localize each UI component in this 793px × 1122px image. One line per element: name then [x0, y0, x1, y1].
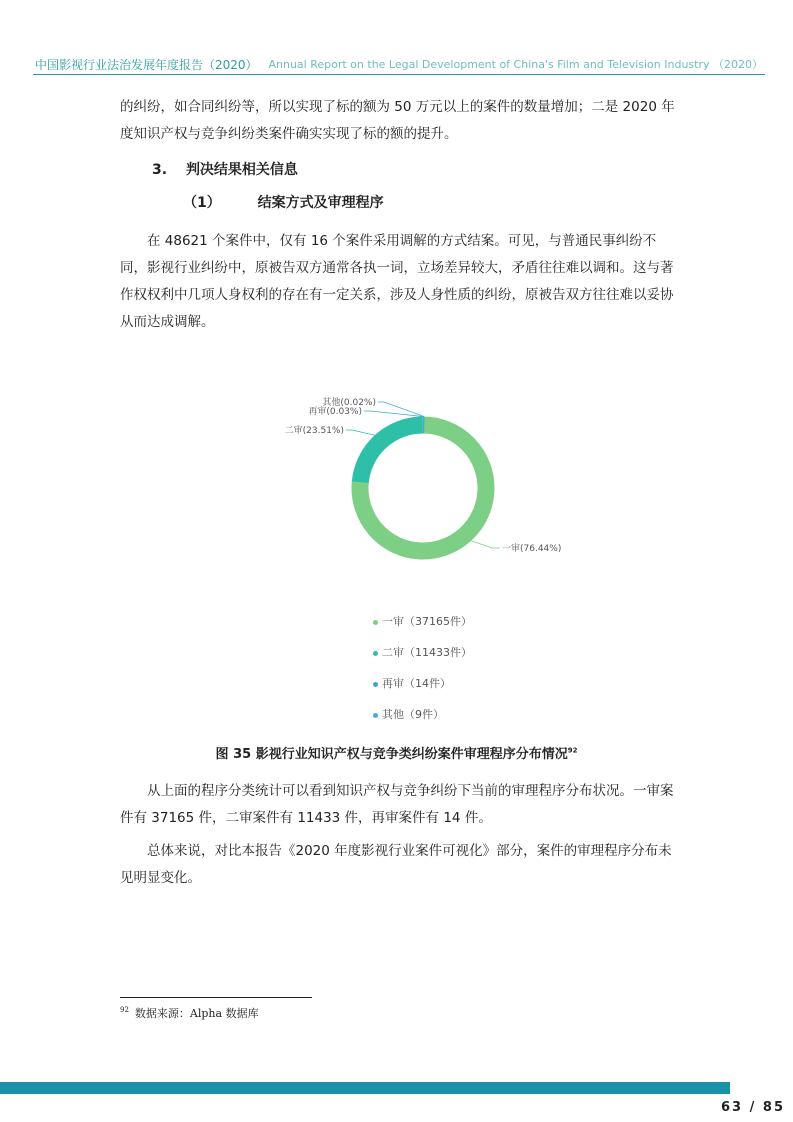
leader-line	[364, 411, 423, 417]
legend-dot	[373, 620, 378, 625]
figure-caption	[0, 743, 793, 762]
footnote-text: 数据来源：Alpha 数据库	[134, 1007, 259, 1020]
paragraph-1: 的纠纷，如合同纠纷等，所以实现了标的额为 50 万元以上的案件的数量增加；二是 2020 年度知识产权与竞争纠纷类案件确实实现了标的额的提升。	[120, 99, 675, 142]
legend-label: 再审（14件）	[382, 677, 451, 690]
legend-item-second-instance[interactable]	[373, 641, 472, 672]
header-title-cn: 中国影视行业法治发展年度报告（2020）	[35, 58, 258, 72]
legend-dot	[373, 651, 378, 656]
footnote-number: 92	[120, 1006, 129, 1015]
legend-label: 一审（37165件）	[382, 615, 472, 628]
figure-caption-text: 图 35 影视行业知识产权与竞争类纠纷案件审理程序分布情况	[215, 747, 568, 762]
footer-bar	[0, 1082, 730, 1094]
header-divider	[33, 74, 765, 75]
subsection-title: 结案方式及审理程序	[257, 195, 384, 211]
page-header	[35, 56, 763, 74]
legend-item-retrial[interactable]	[373, 672, 472, 703]
label-second-instance: 二审(23.51%)	[284, 426, 344, 436]
leader-line	[346, 430, 375, 435]
page-number: 63 / 85	[721, 1100, 785, 1115]
chart-slices	[360, 425, 486, 551]
section-heading	[152, 159, 298, 179]
header-title-en: Annual Report on the Legal Development of China's Film and Television Industry （2020）	[268, 58, 763, 71]
section-number: 3.	[152, 162, 168, 178]
footnote-divider	[120, 997, 312, 998]
footnote	[120, 1005, 259, 1021]
leader-line	[471, 541, 500, 548]
donut-chart	[260, 380, 580, 575]
section-title: 判决结果相关信息	[185, 162, 298, 178]
label-other: 其他(0.02%)	[322, 398, 376, 408]
legend-item-other[interactable]	[373, 703, 472, 734]
paragraph-2: 在 48621 个案件中，仅有 16 个案件采用调解的方式结案。可见，与普通民事纠纷不同，影视行业纠纷中，原被告双方通常各执一词，立场差异较大，矛盾往往难以调和。这与著作权权利中几项人身权利的存在有一定关系，涉及人身性质的纠纷，原被告双方往往难以妥协从而达成调解。	[120, 233, 674, 330]
legend-item-first-instance[interactable]	[373, 610, 472, 641]
subsection-number: （1）	[183, 195, 221, 211]
legend-label: 二审（11433件）	[382, 646, 472, 659]
paragraph-4: 总体来说，对比本报告《2020 年度影视行业案件可视化》部分，案件的审理程序分布未见明显变化。	[120, 843, 672, 886]
subsection-heading	[183, 192, 384, 212]
legend-dot	[373, 682, 378, 687]
label-first-instance: 一审(76.44%)	[502, 544, 562, 554]
chart-legend	[373, 610, 472, 734]
legend-dot	[373, 713, 378, 718]
paragraph-3: 从上面的程序分类统计可以看到知识产权与竞争纠纷下当前的审理程序分布状况。一审案件有 37165 件，二审案件有 11433 件，再审案件有 14 件。	[120, 783, 674, 826]
slice-second-instance[interactable]	[360, 425, 423, 482]
label-retrial: 再审(0.03%)	[308, 407, 362, 417]
footnote-ref[interactable]: 92	[567, 746, 578, 755]
legend-label: 其他（9件）	[382, 708, 444, 721]
